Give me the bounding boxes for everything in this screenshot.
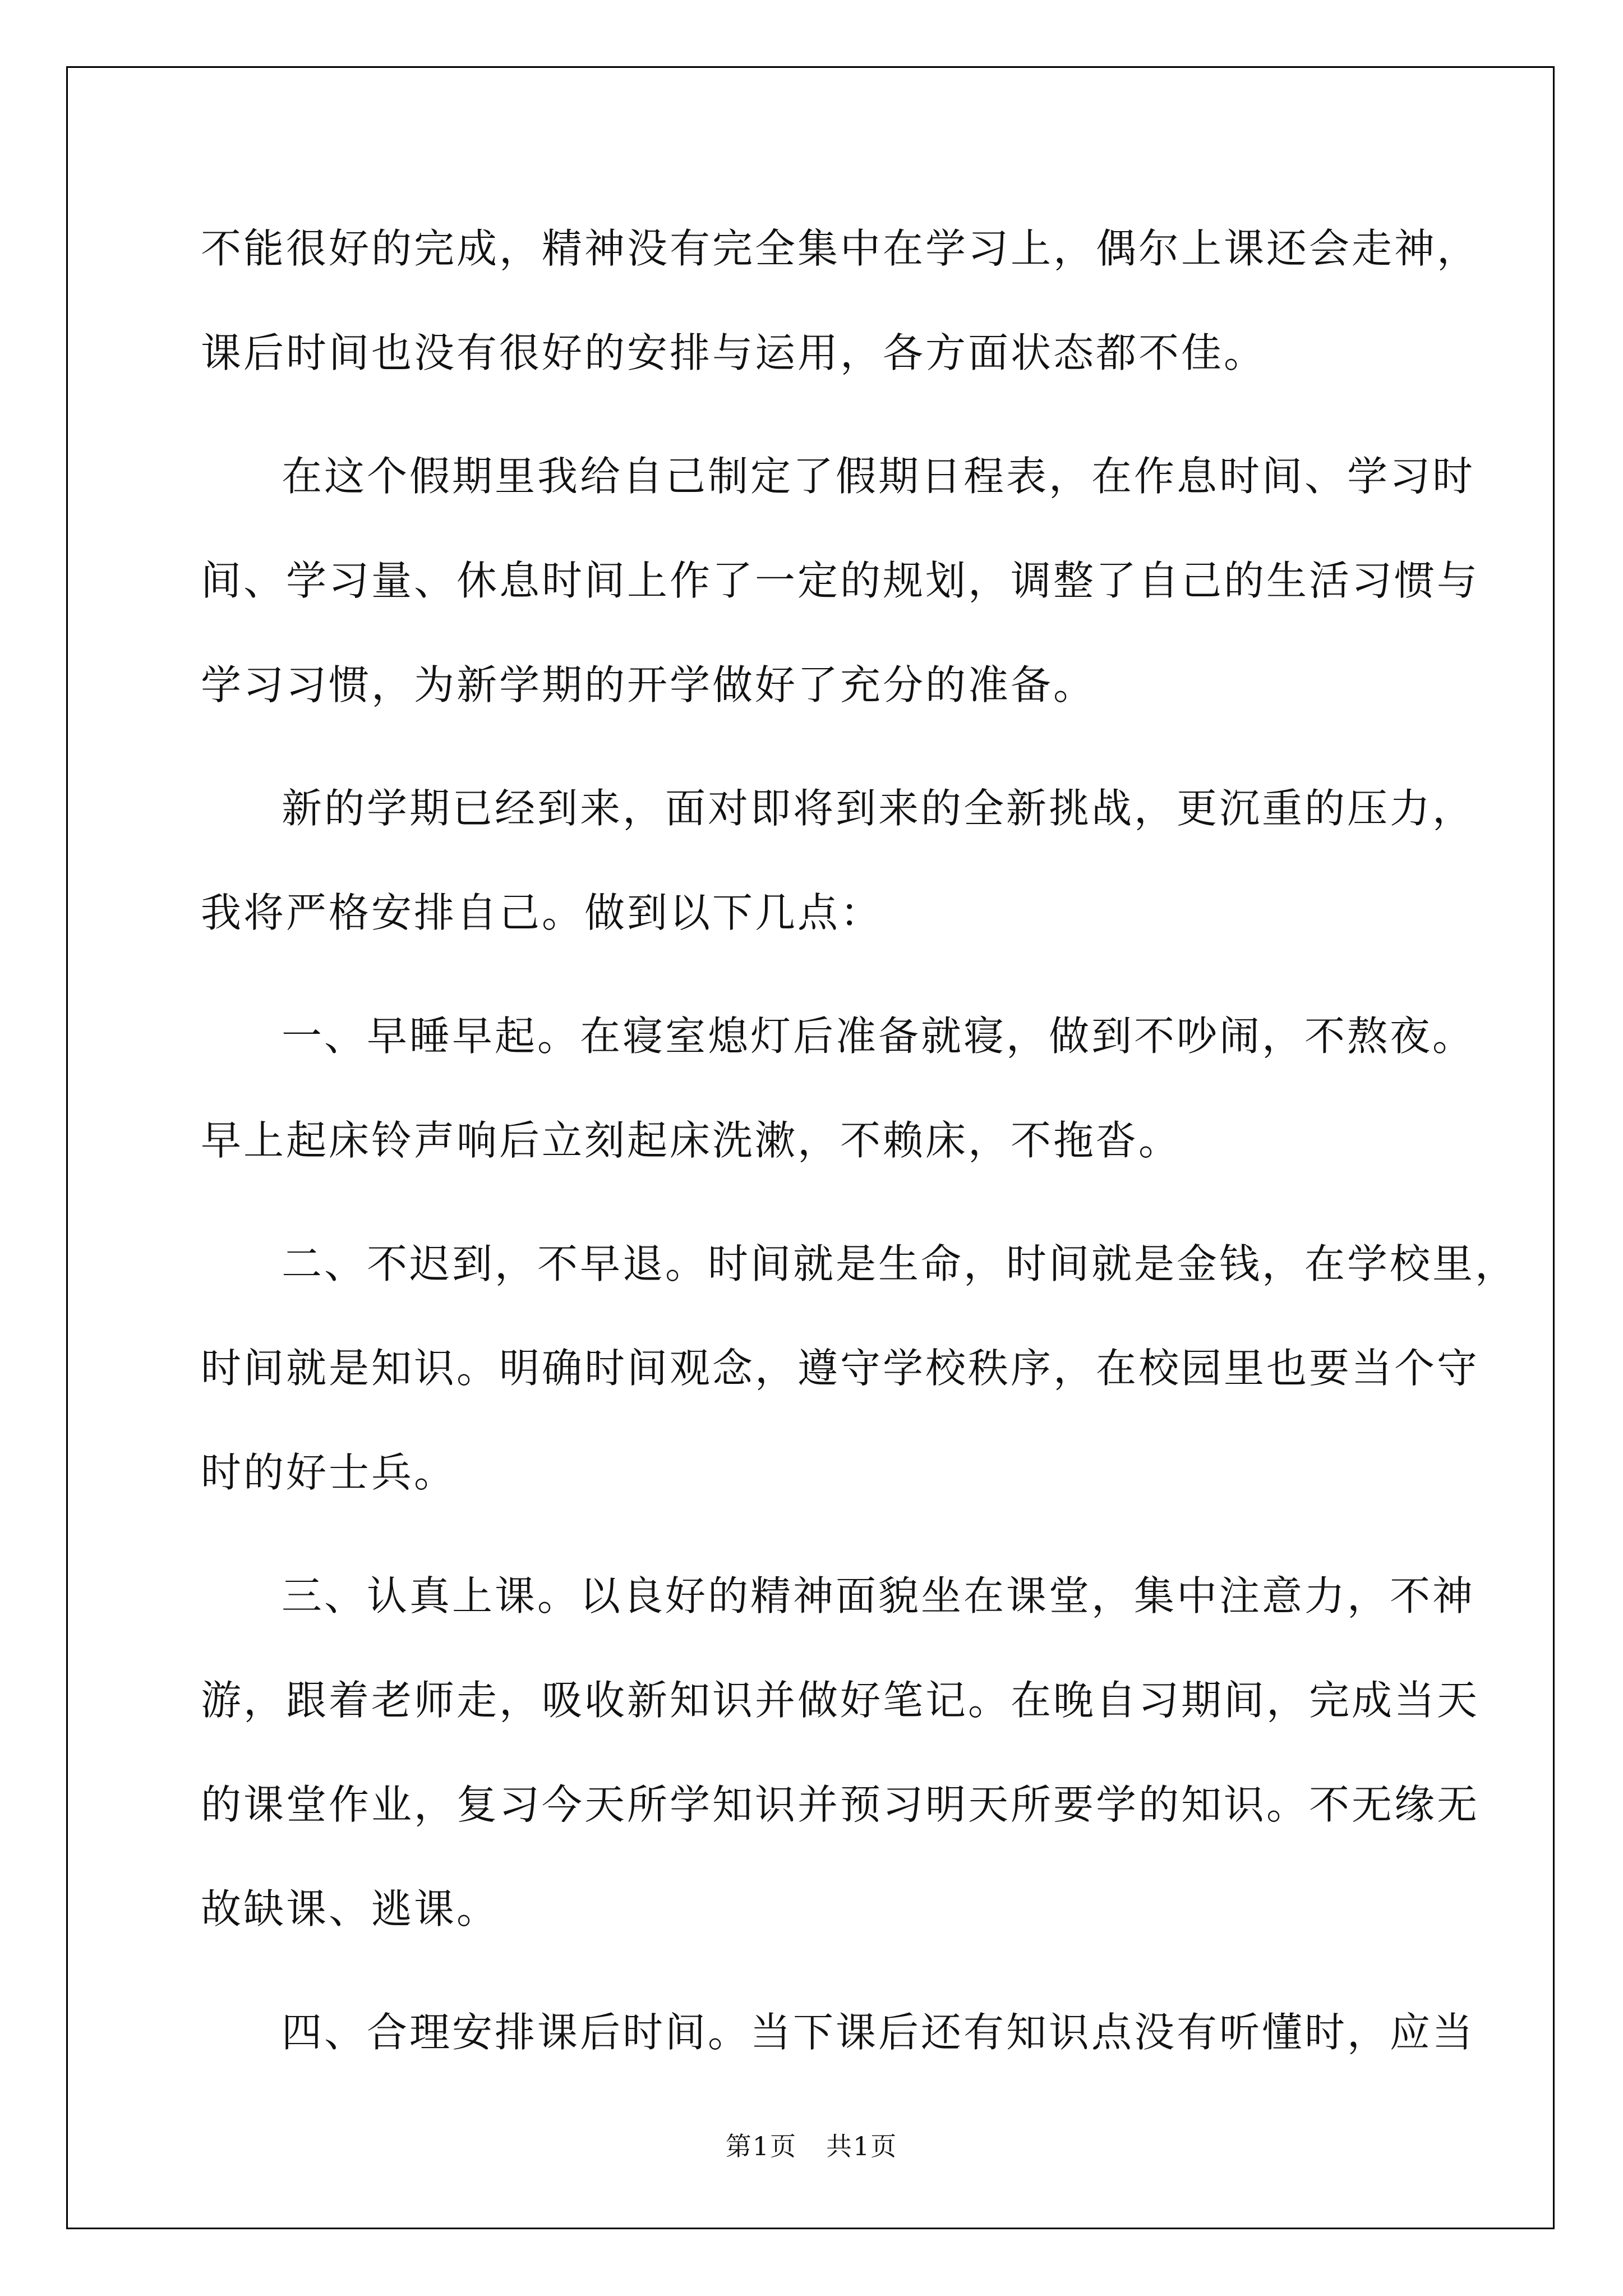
- text-line: 游，跟着老师走，吸收新知识并做好笔记。在晚自习期间，完成当天: [201, 1677, 1480, 1724]
- paragraph-p3: [201, 756, 1476, 965]
- text-line: 早上起床铃声响后立刻起床洗漱，不赖床，不拖沓。: [201, 1117, 1182, 1164]
- document-body: [201, 196, 1518, 2085]
- text-line: 学习习惯，为新学期的开学做好了充分的准备。: [201, 661, 1096, 708]
- paragraph-gap: [201, 1961, 1423, 1980]
- page-number-current: 第1页: [725, 2131, 797, 2161]
- text-line: 我将严格安排自己。做到以下几点：: [201, 889, 883, 936]
- paragraph-gap: [201, 737, 1423, 756]
- paragraph-p6: [201, 1544, 1480, 1961]
- text-line: 四、合理安排课后时间。当下课后还有知识点没有听懂时，应当: [282, 2009, 1476, 2056]
- text-line: 的课堂作业，复习今天所学知识并预习明天所要学的知识。不无缘无: [201, 1781, 1480, 1828]
- paragraph-p2: [201, 424, 1480, 737]
- paragraph-p4: [201, 984, 1476, 1193]
- text-line: 不能很好的完成，精神没有完全集中在学习上，偶尔上课还会走神，: [201, 225, 1480, 272]
- text-line: 课后时间也没有很好的安排与运用，各方面状态都不佳。: [201, 329, 1267, 376]
- text-line: 新的学期已经到来，面对即将到来的全新挑战，更沉重的压力，: [282, 785, 1476, 832]
- paragraph-gap: [201, 1193, 1423, 1212]
- page-number-total: 共1页: [826, 2131, 898, 2161]
- text-line: 时的好士兵。: [201, 1449, 457, 1496]
- paragraph-gap: [201, 1525, 1423, 1544]
- paragraph-p7: [201, 1980, 1476, 2085]
- page-footer: [0, 2126, 1623, 2163]
- text-line: 一、早睡早起。在寝室熄灯后准备就寝，做到不吵闹，不熬夜。: [282, 1013, 1476, 1060]
- text-line: 间、学习量、休息时间上作了一定的规划，调整了自己的生活习惯与: [201, 557, 1480, 604]
- text-line: 时间就是知识。明确时间观念，遵守学校秩序，在校园里也要当个守: [201, 1345, 1480, 1392]
- text-line: 二、不迟到，不早退。时间就是生命，时间就是金钱，在学校里，: [282, 1240, 1518, 1287]
- paragraph-gap: [201, 965, 1423, 984]
- paragraph-p1: [201, 196, 1480, 405]
- paragraph-p5: [201, 1212, 1518, 1525]
- text-line: 故缺课、逃课。: [201, 1885, 500, 1932]
- paragraph-gap: [201, 405, 1423, 424]
- text-line: 在这个假期里我给自己制定了假期日程表，在作息时间、学习时: [282, 453, 1476, 500]
- text-line: 三、认真上课。以良好的精神面貌坐在课堂，集中注意力，不神: [282, 1572, 1476, 1619]
